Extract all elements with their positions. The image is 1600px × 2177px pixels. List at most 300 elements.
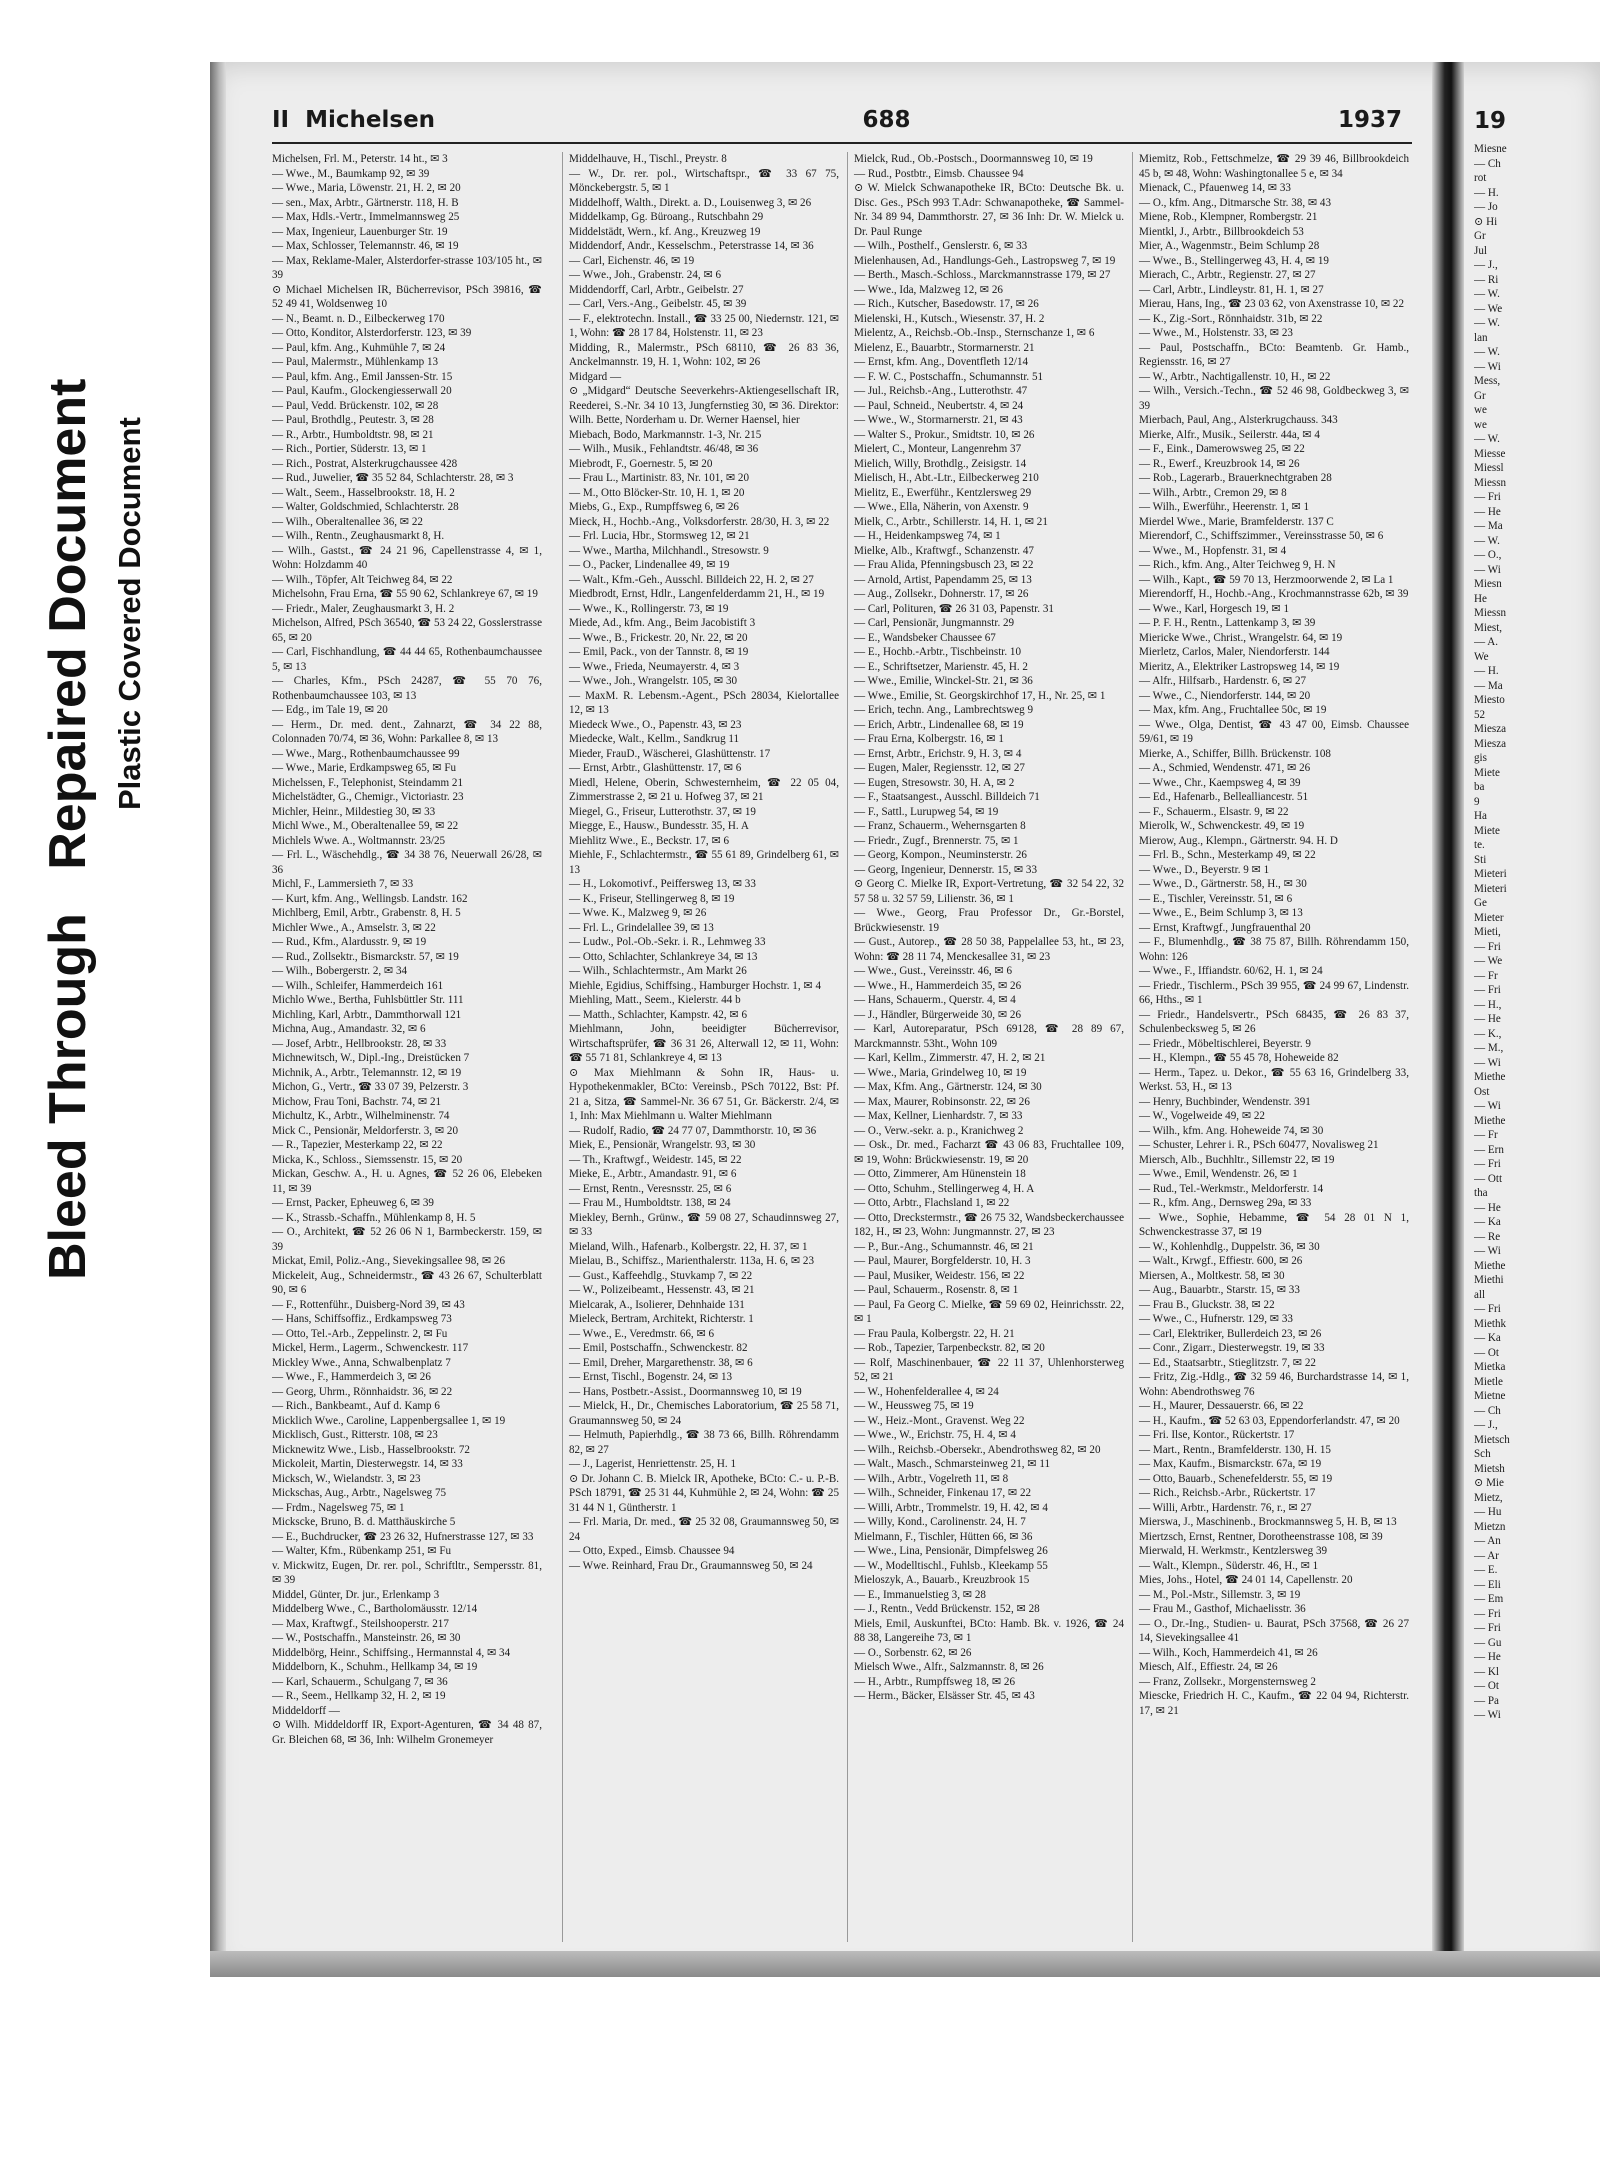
directory-entry: Michlels Wwe. A., Woltmannstr. 23/25 (272, 834, 446, 847)
directory-entry: Mieleck, Bertram, Architekt, Richterstr. 1 (569, 1313, 754, 1325)
next-page-entry: — He (1474, 505, 1501, 518)
directory-entry: — Friedr., Zugf., Brennerstr. 75, ✉ 1 (854, 834, 1019, 847)
directory-entry: — W., Postschaffn., Mansteinstr. 26, ✉ 30 (272, 1632, 461, 1644)
next-page-entry: — Jo (1474, 201, 1498, 213)
next-page-entry: Jul (1474, 244, 1487, 257)
directory-entry: Mierke, A., Schiffer, Billh. Brückenstr. 108 (1139, 747, 1331, 760)
directory-entry: — E., Buchdrucker, ☎ 23 26 32, Hufnerstrasse 127, ✉ 33 (272, 1530, 534, 1543)
next-page-entry: Ha (1474, 810, 1487, 822)
directory-entry: — Eugen, Maler, Regiensstr. 12, ✉ 27 (854, 762, 1025, 774)
directory-entry: — F., Eink., Damerowsweg 25, ✉ 22 (1139, 443, 1305, 455)
directory-entry: — Emil, Dreher, Margarethenstr. 38, ✉ 6 (569, 1356, 753, 1369)
next-page-entry: Miesza (1474, 737, 1507, 750)
directory-entry: — Aug., Bauarbtr., Starstr. 15, ✉ 33 (1139, 1284, 1300, 1296)
next-page-entry: — Wi (1474, 1100, 1501, 1112)
next-page-entry: we (1474, 404, 1487, 416)
directory-entry: Miersen, A., Moltkestr. 58, ✉ 30 (1139, 1269, 1285, 1282)
directory-entry: Middelbörg, Heinr., Schiffsing., Hermannstal 4, ✉ 34 (272, 1646, 511, 1659)
directory-entry: — Wwe., Emilie, St. Georgskirchhof 17, H., Nr. 25, ✉ 1 (854, 689, 1106, 702)
directory-entry: — Paul, Kaufm., Glockengiesserwall 20 (272, 385, 452, 397)
directory-entry: — Wwe., E., Beim Schlump 3, ✉ 13 (1139, 907, 1303, 919)
directory-entry: — F., Sattl., Lurupweg 54, ✉ 19 (854, 805, 999, 818)
directory-entry: Mierwald, H. Werkmstr., Kentzlersweg 39 (1139, 1545, 1328, 1557)
directory-entry: — Wwe., F., Iffiandstr. 60/62, H. 1, ✉ 24 (1139, 965, 1323, 977)
directory-entry: — Erich, Arbtr., Lindenallee 68, ✉ 19 (854, 718, 1024, 731)
directory-entry: — Wilh., Töpfer, Alt Teichweg 84, ✉ 22 (272, 573, 453, 586)
directory-entry: — Max, Kaufm., Bismarckstr. 67a, ✉ 19 (1139, 1458, 1322, 1470)
directory-entry: Michelsen, Frl. M., Peterstr. 14 ht., ✉ 3 (272, 153, 448, 165)
directory-entry: Miehle, F., Schlachtermstr., ☎ 55 61 89, Grindelberg 61, ✉ 13 (569, 849, 839, 876)
year: 1937 (1337, 107, 1402, 133)
page-binding-edge (210, 62, 226, 1977)
directory-entry: Miebach, Bodo, Markmannstr. 1-3, Nr. 215 (569, 428, 762, 441)
next-page-entry: — Ot (1474, 1346, 1499, 1359)
directory-entry: — Walt., Seem., Hasselbrookstr. 18, H. 2 (272, 486, 455, 499)
bleed-through-label (38, 379, 98, 1280)
directory-entry: Michon, G., Vertr., ☎ 33 07 39, Pelzerstr. 3 (272, 1081, 469, 1093)
directory-entry: Mielsch Wwe., Alfr., Salzmannstr. 8, ✉ 26 (854, 1661, 1044, 1673)
directory-entry: — Erich, techn. Ang., Lambrechtsweg 9 (854, 704, 1033, 716)
next-page-entry: Mietzn (1474, 1520, 1506, 1533)
directory-entry: — sen., Max, Arbtr., Gärtnerstr. 118, H. B (272, 196, 459, 209)
next-page-entry: Miesn (1474, 578, 1502, 590)
next-page-entry: te. (1474, 839, 1485, 851)
directory-entry: — Mart., Rentn., Bramfelderstr. 130, H. 15 (1139, 1443, 1331, 1456)
directory-entry: — Hans, Schiffsoffiz., Erdkampsweg 73 (272, 1313, 452, 1325)
next-page-entry: — H. (1474, 186, 1499, 199)
directory-entry: — Wilh., kfm. Ang. Hoheweide 74, ✉ 30 (1139, 1124, 1324, 1137)
directory-entry: Michelssen, F., Telephonist, Steindamm 21 (272, 776, 464, 789)
next-page-entry: — Wi (1474, 1245, 1501, 1257)
directory-entry: — Willy, Kond., Carolinenstr. 24, H. 7 (854, 1516, 1026, 1528)
next-page-entry: — He (1474, 1651, 1501, 1663)
plastic-covered-text: Plastic Covered Document (112, 417, 147, 810)
next-page-entry: — We (1474, 955, 1503, 967)
directory-entry: — Helmuth, Papierhdlg., ☎ 38 73 66, Billh. Röhrendamm 82, ✉ 27 (569, 1429, 839, 1456)
directory-entry: — Wilh., Bobergerstr. 2, ✉ 34 (272, 965, 408, 977)
next-page-entry: — W. (1474, 317, 1500, 329)
directory-entry: Mierendorff, H., Hochb.-Ang., Krochmannstrasse 62b, ✉ 39 (1139, 588, 1409, 600)
directory-entry: — H., Klempn., ☎ 55 45 78, Hoheweide 82 (1139, 1052, 1339, 1064)
next-page-entry: Mieteri (1474, 868, 1507, 880)
next-page-entry: — Re (1474, 1230, 1501, 1243)
directory-entry: — E., Schriftsetzer, Marienstr. 45, H. 2 (854, 660, 1028, 673)
directory-entry: — Paul, Brothdlg., Peutestr. 3, ✉ 28 (272, 414, 434, 426)
directory-entry: — F., elektrotechn. Install., ☎ 33 25 00, Niedernstr. 121, ✉ 1, Wohn: ☎ 28 17 84, Holstenstr. 11, ✉ 23 (569, 312, 839, 339)
directory-entry: — J., Rentn., Vedd Brückenstr. 152, ✉ 28 (854, 1603, 1040, 1615)
directory-entry: — F., Schauerm., Elsastr. 9, ✉ 22 (1139, 805, 1289, 818)
directory-entry: — Frl. Lucia, Hbr., Stormsweg 12, ✉ 21 (569, 530, 750, 542)
directory-entry: — Carl, Polituren, ☎ 26 31 03, Papenstr. 31 (854, 602, 1054, 615)
directory-entry: — Otto, Konditor, Alsterdorferstr. 123, ✉ 39 (272, 327, 472, 339)
directory-entry: — Wwe., M., Holstenstr. 33, ✉ 23 (1139, 327, 1293, 339)
directory-entry: — H., Heidenkampsweg 74, ✉ 1 (854, 530, 1001, 542)
directory-entry: Mielenz, E., Bauarbtr., Stormarnerstr. 21 (854, 341, 1035, 354)
directory-entry: — K., Zig.-Sort., Rönnhaidstr. 31b, ✉ 22 (1139, 312, 1323, 325)
directory-entry: — Max, Kellner, Lienhardstr. 7, ✉ 33 (854, 1110, 1023, 1122)
directory-entry: Mierach, C., Arbtr., Regienstr. 27, ✉ 27 (1139, 269, 1316, 281)
directory-entry: — Wilh., Ewerführ., Heerenstr. 1, ✉ 1 (1139, 501, 1310, 513)
directory-entry: Michler Wwe., A., Amselstr. 3, ✉ 22 (272, 921, 436, 934)
directory-entry: — Rudolf, Radio, ☎ 24 77 07, Dammthorstr. 10, ✉ 36 (569, 1124, 817, 1137)
directory-entry: — Max, Kfm. Ang., Gärtnerstr. 124, ✉ 30 (854, 1081, 1042, 1093)
directory-entry: Middendorf, Andr., Kesselschm., Peterstrasse 14, ✉ 36 (569, 240, 814, 252)
directory-entry: Midding, R., Malermstr., PSch 68110, ☎ 26 83 36, Anckelmannstr. 19, H. 1, Wohn: 102, ✉ 26 (569, 341, 839, 368)
next-page-entry: — Fri (1474, 940, 1501, 953)
next-page-entry: — Gu (1474, 1636, 1502, 1649)
column-2 (562, 152, 839, 1942)
directory-entry: Micklich Wwe., Caroline, Lappenbergsallee 1, ✉ 19 (272, 1414, 506, 1427)
scanned-page (210, 62, 1600, 1977)
directory-entry: — Otto, Schuhm., Stellingerweg 4, H. A (854, 1182, 1035, 1195)
directory-entry: ⊙ Michael Michelsen IR, Bücherrevisor, PSch 39816, ☎ 52 49 41, Woldsenweg 10 (272, 283, 542, 310)
directory-entry: — Rich., Reichsb.-Arbr., Rückertstr. 17 (1139, 1487, 1316, 1499)
column-3 (847, 152, 1124, 1942)
directory-entry: — Wwe., Marg., Rothenbaumchaussee 99 (272, 747, 460, 760)
directory-entry: — Wwe., C., Niendorferstr. 144, ✉ 20 (1139, 689, 1311, 702)
directory-entry: — O., Verw.-sekr. a. p., Kranichweg 2 (854, 1124, 1024, 1137)
directory-entry: — Wwe., Frieda, Neumayerstr. 4, ✉ 3 (569, 660, 740, 673)
directory-entry: — Friedr., Möbeltischlerei, Beyerstr. 9 (1139, 1037, 1311, 1050)
next-page-entry: — Fri (1474, 1622, 1501, 1634)
directory-entry: Mielenhausen, Ad., Handlungs-Geh., Lastropsweg 7, ✉ 19 (854, 254, 1116, 267)
directory-entry: — Wwe., Marie, Erdkampsweg 65, ✉ Fu (272, 762, 457, 774)
directory-entry: — H., Arbtr., Rumpffsweg 18, ✉ 26 (854, 1675, 1016, 1688)
directory-entry: — Otto, Bauarb., Schenefelderstr. 55, ✉ 19 (1139, 1472, 1333, 1485)
directory-entry: — K., Friseur, Stellingerweg 8, ✉ 19 (569, 892, 735, 905)
directory-entry: — Wwe., B., Frickestr. 20, Nr. 22, ✉ 20 (569, 631, 748, 644)
directory-entry: — Willi, Arbtr., Hardenstr. 76, r., ✉ 27 (1139, 1501, 1312, 1514)
directory-entry: — Rich., Portier, Süderstr. 13, ✉ 1 (272, 443, 427, 455)
directory-entry: — R., Tapezier, Mesterkamp 22, ✉ 22 (272, 1139, 443, 1151)
directory-entry: — Herm., Tapez. u. Dekor., ☎ 55 63 16, Grindelberg 33, Werkst. 53, H., ✉ 13 (1139, 1066, 1409, 1093)
next-page-entry: 52 (1474, 708, 1486, 721)
directory-entry: — Paul, kfm. Ang., Kuhmühle 7, ✉ 24 (272, 341, 446, 354)
directory-entry: Mickscke, Bruno, B. d. Matthäuskirche 5 (272, 1516, 456, 1528)
directory-entry: — Wilh., Rentn., Zeughausmarkt 8, H. (272, 530, 445, 542)
directory-entry: Michler, Heinr., Mildestieg 30, ✉ 33 (272, 805, 436, 818)
directory-entry: — Fri. Ilse, Kontor., Rückertstr. 17 (1139, 1429, 1295, 1441)
directory-entry: — Rob., Tapezier, Tarpenbeckstr. 82, ✉ 20 (854, 1342, 1045, 1354)
directory-entry: v. Mickwitz, Eugen, Dr. rer. pol., Schriftltr., Sempersstr. 81, ✉ 39 (272, 1559, 542, 1586)
next-page-entry: gis (1474, 752, 1487, 764)
directory-entry: Mierau, Hans, Ing., ☎ 23 03 62, von Axenstrasse 10, ✉ 22 (1139, 298, 1404, 310)
directory-entry: — Wwe., Joh., Grabenstr. 24, ✉ 6 (569, 269, 722, 281)
directory-entry: — Otto, Schlachter, Schlankreye 34, ✉ 13 (569, 950, 758, 963)
next-page-entry: — Fri (1474, 984, 1501, 996)
directory-entry: — Max, Reklame-Maler, Alsterdorfer-strasse 103/105 ht., ✉ 39 (272, 254, 542, 281)
directory-entry: — Walt., Klempn., Süderstr. 46, H., ✉ 1 (1139, 1559, 1319, 1572)
next-page-entry: — H., (1474, 998, 1502, 1011)
directory-entry: — Wilh., Oberaltenallee 36, ✉ 22 (272, 515, 423, 528)
directory-entry: — Wilh., Versich.-Techn., ☎ 52 46 98, Goldbeckweg 3, ✉ 39 (1139, 385, 1409, 412)
next-page-entry: — M., (1474, 1042, 1504, 1054)
next-page-entry: — Hu (1474, 1506, 1502, 1518)
directory-entry: Michl Wwe., M., Oberaltenallee 59, ✉ 22 (272, 820, 459, 832)
directory-entry: Michnik, A., Arbtr., Telemannstr. 12, ✉ 19 (272, 1066, 462, 1079)
directory-entry: — W., Modelltischl., Fuhlsb., Kleekamp 55 (854, 1559, 1048, 1572)
directory-entry: — Karl, Autoreparatur, PSch 69128, ☎ 28 89 67, Marckmannstr. 53ht., Wohn 109 (854, 1023, 1124, 1050)
directory-entry: — Paul, Fa Georg C. Mielke, ☎ 59 69 02, Heinrichsstr. 22, ✉ 1 (854, 1298, 1124, 1325)
directory-entry: — Frl. L., Wäschehdlg., ☎ 34 38 76, Neuerwall 26/28, ✉ 36 (272, 849, 542, 876)
next-page-entry: — Ch (1474, 157, 1501, 170)
next-page-entry: — Ot (1474, 1680, 1499, 1692)
directory-entry: Miede, Ad., kfm. Ang., Beim Jacobistift 3 (569, 617, 756, 629)
directory-entry: — Frau Paula, Kolbergstr. 22, H. 21 (854, 1327, 1015, 1340)
directory-entry: — Emil, Postschaffn., Schwenckestr. 82 (569, 1342, 748, 1354)
directory-entry: Mielcarak, A., Isolierer, Dehnhaide 131 (569, 1298, 745, 1311)
directory-entry: Miehling, Matt., Seem., Kielerstr. 44 b (569, 994, 741, 1006)
directory-entry: — Wwe., Emil, Wendenstr. 26, ✉ 1 (1139, 1168, 1298, 1180)
directory-entry: — Wwe., Martha, Milchhandl., Stresowstr. 9 (569, 544, 769, 557)
directory-entry: — Wilh., Koch, Hammerdeich 41, ✉ 26 (1139, 1646, 1318, 1659)
directory-entry: — Wwe., Maria, Grindelweg 10, ✉ 19 (854, 1066, 1027, 1079)
next-page-entry: — W. (1474, 346, 1500, 358)
next-page-entries (1474, 142, 1594, 1723)
directory-entry: Midgard — (569, 370, 622, 383)
directory-entry: — A., Schmied, Wendenstr. 471, ✉ 26 (1139, 762, 1311, 774)
next-page-entry: ⊙ Mie (1474, 1477, 1504, 1489)
plastic-covered-label (112, 417, 148, 810)
directory-entry: Miericke Wwe., Christ., Wrangelstr. 64, ✉ 19 (1139, 631, 1343, 644)
directory-entry: Miersch, Alb., Buchhltr., Sillemstr 22, ✉ 19 (1139, 1153, 1335, 1166)
directory-entry: — Wilh., Musik., Fehlandtstr. 46/48, ✉ 36 (569, 443, 759, 455)
directory-entry: Mierdel Wwe., Marie, Bramfelderstr. 137 C (1139, 515, 1334, 528)
next-page-entry: — He (1474, 1013, 1501, 1025)
directory-entry: — Eugen, Stresowstr. 30, H. A, ✉ 2 (854, 776, 1015, 789)
next-page-entry: — Pa (1474, 1694, 1499, 1707)
next-page-entry: — W. (1474, 433, 1500, 445)
directory-entry: — Hans, Schauerm., Querstr. 4, ✉ 4 (854, 994, 1016, 1006)
next-page-entry: — Wi (1474, 563, 1501, 576)
directory-entry: — Ernst, Rentn., Veresnsstr. 25, ✉ 6 (569, 1182, 732, 1195)
directory-entry: — Max, Hdls.-Vertr., Immelmannsweg 25 (272, 211, 460, 223)
page-header (272, 100, 1402, 140)
next-page-entry: Miete (1474, 766, 1500, 779)
directory-entry: — Frau M., Humboldtstr. 138, ✉ 24 (569, 1197, 731, 1209)
directory-entry: Mies, Johs., Hotel, ☎ 24 01 14, Capellenstr. 20 (1139, 1574, 1353, 1586)
directory-entry: — Walter, Goldschmied, Schlachterstr. 28 (272, 501, 459, 513)
directory-entry: — Franz, Zollsekr., Morgensternsweg 2 (1139, 1675, 1316, 1688)
directory-entry: — H., Maurer, Dessauerstr. 66, ✉ 22 (1139, 1400, 1304, 1412)
next-page-entry: — Ch (1474, 1404, 1501, 1417)
directory-entry: — Frau M., Gasthof, Michaelisstr. 36 (1139, 1603, 1306, 1615)
directory-entry: — Wilh., Gastst., ☎ 24 21 96, Capellenstrasse 4, ✉ 1, Wohn: Holzdamm 40 (272, 544, 542, 571)
section-number: II (272, 107, 290, 133)
next-page-entry: — Ott (1474, 1172, 1503, 1185)
directory-entry: — Wwe., W., Erichstr. 75, H. 4, ✉ 4 (854, 1429, 1016, 1441)
next-page-entry: — Eli (1474, 1578, 1501, 1591)
next-page-entry: ⊙ Hi (1474, 215, 1498, 228)
directory-entry: Middel, Günter, Dr. jur., Erlenkamp 3 (272, 1588, 440, 1601)
directory-entry: — Carl, Fischhandlung, ☎ 44 44 65, Rothenbaumchaussee 5, ✉ 13 (272, 646, 542, 673)
next-page-entry: — Fri (1474, 1303, 1501, 1315)
directory-entry: — Fritz, Zig.-Hdlg., ☎ 32 59 46, Burchardstrasse 14, ✉ 1, Wohn: Abendrothsweg 76 (1139, 1371, 1409, 1398)
directory-entry: — Wwe., F., Hammerdeich 3, ✉ 26 (272, 1371, 431, 1383)
directory-entry: Mielk, C., Arbtr., Schillerstr. 14, H. 1, ✉ 21 (854, 515, 1048, 528)
next-page-entry: — Ern (1474, 1143, 1504, 1156)
column-1 (272, 152, 542, 1942)
directory-entry: Mientkl, J., Arbtr., Billbrookdeich 53 (1139, 225, 1304, 238)
directory-entry: Michow, Frau Toni, Bachstr. 74, ✉ 21 (272, 1095, 442, 1108)
directory-entry: — Gust., Autorep., ☎ 28 50 38, Pappelallee 53, ht., ✉ 23, Wohn: ☎ 28 11 74, Menckesallee 31, ✉ 23 (854, 936, 1124, 963)
directory-entry: — Otto, Tel.-Arb., Zeppelinstr. 2, ✉ Fu (272, 1327, 448, 1340)
next-page-entry: — J., (1474, 1419, 1498, 1431)
directory-entry: — Matth., Schlachter, Kampstr. 42, ✉ 6 (569, 1008, 748, 1021)
directory-entry: — Frdm., Nagelsweg 75, ✉ 1 (272, 1501, 405, 1514)
directory-entry: Middeldorff — (272, 1704, 340, 1717)
next-page-entry: — Ka (1474, 1216, 1501, 1228)
directory-entry: Micka, K., Schloss., Siemssenstr. 15, ✉ 20 (272, 1153, 463, 1166)
next-page-entry: — Fr (1474, 1129, 1498, 1141)
next-page-entry: Mietz, (1474, 1491, 1503, 1504)
directory-entry: — Wilh., Schleifer, Hammerdeich 161 (272, 979, 444, 992)
directory-entry: Michlo Wwe., Bertha, Fuhlsbüttler Str. 111 (272, 994, 464, 1006)
next-page-entry: Miethi (1474, 1274, 1504, 1286)
directory-entry: ⊙ Wilh. Middeldorff IR, Export-Agenturen, ☎ 34 48 87, Gr. Bleichen 68, ✉ 36, Inh: Wilhelm Gronemeyer (272, 1719, 542, 1746)
directory-entry: — P. F. H., Rentn., Lattenkamp 3, ✉ 39 (1139, 617, 1316, 629)
next-page-entry: — Ka (1474, 1332, 1501, 1344)
directory-entry: Mickat, Emil, Poliz.-Ang., Sievekingsallee 98, ✉ 26 (272, 1255, 505, 1267)
directory-entry: — Paul, Musiker, Weidestr. 156, ✉ 22 (854, 1269, 1025, 1282)
directory-entry: ⊙ Georg C. Mielke IR, Export-Vertretung, ☎ 32 54 22, 32 57 58 u. 32 57 59, Lilienstr. 36, ✉ 1 (854, 878, 1124, 905)
directory-entry: — Ernst, Arbtr., Erichstr. 9, H. 3, ✉ 4 (854, 747, 1022, 760)
directory-entry: — Rud., Zollsektr., Bismarckstr. 57, ✉ 19 (272, 950, 459, 963)
directory-entry: — Max, kfm. Ang., Fruchtallee 50c, ✉ 19 (1139, 704, 1327, 716)
directory-entry: — R., Seem., Hellkamp 32, H. 2, ✉ 19 (272, 1690, 446, 1702)
next-page-entry: — We (1474, 302, 1503, 315)
directory-entry: — Walt., Krwgf., Effiestr. 600, ✉ 26 (1139, 1255, 1303, 1267)
directory-entry: — Henry, Buchbinder, Wendenstr. 391 (1139, 1095, 1311, 1108)
directory-entry: — Wwe., Sophie, Hebamme, ☎ 54 28 01 N 1, Schwenckestrasse 37, ✉ 19 (1139, 1211, 1409, 1238)
directory-entry: — Rolf, Maschinenbauer, ☎ 22 11 37, Uhlenhorsterweg 52, ✉ 21 (854, 1356, 1124, 1383)
next-page-entry: We (1474, 650, 1489, 663)
directory-entry: — Ernst, Kraftwgf., Jungfrauenthal 20 (1139, 921, 1311, 934)
directory-entry: — Frau B., Gluckstr. 38, ✉ 22 (1139, 1298, 1275, 1311)
next-page-entry: Miessn (1474, 607, 1507, 619)
directory-entry: — E., Immanuelstieg 3, ✉ 28 (854, 1588, 986, 1601)
directory-entry: Mielenski, H., Kutsch., Wiesenstr. 37, H. 2 (854, 312, 1045, 325)
directory-entry: — Carl, Elektriker, Bullerdeich 23, ✉ 26 (1139, 1327, 1322, 1340)
directory-entry: Mickeleit, Aug., Schneidermstr., ☎ 43 26 67, Schulterblatt 90, ✉ 6 (272, 1269, 542, 1296)
directory-entry: — O., kfm. Ang., Ditmarsche Str. 38, ✉ 43 (1139, 196, 1332, 209)
next-page-entry: Miethe (1474, 1259, 1506, 1272)
directory-entry: — Wwe., D., Beyerstr. 9 ✉ 1 (1139, 863, 1270, 876)
directory-entry: — Wilh., Kapt., ☎ 59 70 13, Herzmoorwende 2, ✉ La 1 (1139, 573, 1394, 586)
directory-entry: — Wwe. Reinhard, Frau Dr., Graumannsweg 50, ✉ 24 (569, 1559, 813, 1572)
next-page-entry: — Wi (1474, 1709, 1501, 1721)
directory-entry: — Otto, Arbtr., Flachsland 1, ✉ 22 (854, 1197, 1010, 1209)
directory-entry: — Wwe., Lina, Pensionär, Dimpfelsweg 26 (854, 1545, 1048, 1557)
next-page-entry: — Fr (1474, 969, 1498, 982)
directory-entry: — Wwe., B., Stellingerweg 43, H. 4, ✉ 19 (1139, 254, 1329, 267)
next-page-entry: Miete (1474, 824, 1500, 837)
directory-entry: — Wwe., Emilie, Winckel-Str. 21, ✉ 36 (854, 675, 1033, 687)
directory-entry: — F., Blumenhdlg., ☎ 38 75 87, Billh. Röhrendamm 150, Wohn: 126 (1139, 936, 1409, 963)
directory-entry: Miesch, Alf., Effiestr. 24, ✉ 26 (1139, 1661, 1278, 1673)
directory-entry: — Paul, Malermstr., Mühlenkamp 13 (272, 356, 439, 368)
directory-entry: Michna, Aug., Amandastr. 32, ✉ 6 (272, 1023, 426, 1035)
directory-entry: Micknewitz Wwe., Lisb., Hasselbrookstr. 72 (272, 1443, 470, 1456)
directory-entry: — Wwe., Ella, Näherin, von Axenstr. 9 (854, 501, 1029, 513)
directory-entry: — Rob., Lagerarb., Brauerknechtgraben 28 (1139, 472, 1332, 484)
directory-entry: — Wwe., Chr., Kaempsweg 4, ✉ 39 (1139, 776, 1301, 789)
directory-entry: Miehlitz Wwe., E., Beckstr. 17, ✉ 6 (569, 834, 730, 847)
directory-entry: — H., Lokomotivf., Peiffersweg 13, ✉ 33 (569, 878, 756, 890)
directory-entry: Micklisch, Gust., Ritterstr. 108, ✉ 23 (272, 1429, 438, 1441)
directory-entry: — Max, Ingenieur, Lauenburger Str. 19 (272, 225, 448, 238)
next-page-entry: Miesne (1474, 143, 1507, 155)
directory-entry: — Max, Maurer, Robinsonstr. 22, ✉ 26 (854, 1095, 1030, 1108)
directory-entry: — Rich., kfm. Ang., Alter Teichweg 9, H. N (1139, 559, 1336, 571)
directory-entry: — O., Packer, Lindenallee 49, ✉ 19 (569, 559, 730, 571)
directory-entry: Mielich, Willy, Brothdlg., Zeisigstr. 14 (854, 457, 1027, 470)
directory-entry: Mieder, FrauD., Wäscherei, Glashüttenstr. 17 (569, 747, 771, 760)
directory-entry: — Walter, Kfm., Rübenkamp 251, ✉ Fu (272, 1545, 452, 1557)
next-page-number: 19 (1474, 108, 1507, 134)
next-page-entry: Miessl (1474, 462, 1504, 474)
header-left (272, 107, 435, 133)
next-page-entry: Mieteri (1474, 882, 1507, 895)
next-page-entry: — Wi (1474, 1056, 1501, 1069)
directory-entry: — Herm., Dr. med. dent., Zahnarzt, ☎ 34 22 88, Colonnaden 70/74, ✉ 36, Wohn: Parkallee 8, ✉ 13 (272, 718, 542, 745)
directory-entry: — Friedr., Tischlerm., PSch 39 955, ☎ 24 99 67, Lindenstr. 66, Hths., ✉ 1 (1139, 979, 1409, 1006)
next-page-entry: we (1474, 418, 1487, 431)
directory-entry: Mickoleit, Martin, Diesterwegstr. 14, ✉ 33 (272, 1458, 463, 1470)
directory-entry: — Wwe., W., Stormarnerstr. 21, ✉ 43 (854, 414, 1023, 426)
next-page-entry: Sch (1474, 1448, 1491, 1460)
directory-entry: — Rich., Bankbeamt., Auf d. Kamp 6 (272, 1400, 440, 1412)
next-page-entry: Mietsh (1474, 1462, 1505, 1475)
next-page-entry: Mieter (1474, 911, 1504, 924)
directory-entry: — Wwe., Olga, Dentist, ☎ 43 47 00, Eimsb. Chaussee 59/61, ✉ 19 (1139, 718, 1409, 745)
directory-entry: — W., Arbtr., Nachtigallenstr. 10, H., ✉ 22 (1139, 370, 1331, 383)
directory-entry: — Wilh., Schlachtermstr., Am Markt 26 (569, 965, 747, 977)
directory-entry: Mielau, B., Schiffsz., Marienthalerstr. 113a, H. 6, ✉ 23 (569, 1255, 814, 1267)
directory-entry: Miehle, Egidius, Schiffsing., Hamburger Hochstr. 1, ✉ 4 (569, 979, 821, 992)
next-page-entry: — O., (1474, 549, 1502, 561)
directory-entry: Mickley Wwe., Anna, Schwalbenplatz 7 (272, 1356, 451, 1369)
directory-entry: — O., Architekt, ☎ 52 26 06 N 1, Barmbeckerstr. 159, ✉ 39 (272, 1226, 542, 1253)
directory-entry: Mieke, E., Arbtr., Amandastr. 91, ✉ 6 (569, 1168, 737, 1180)
next-page-entry: ba (1474, 781, 1485, 793)
next-page-entry: — Fri (1474, 1607, 1501, 1620)
directory-entry: — Otto, Zimmerer, Am Hünenstein 18 (854, 1168, 1026, 1180)
page-bottom-edge (210, 1951, 1600, 1977)
directory-entry: — Otto, Exped., Eimsb. Chaussee 94 (569, 1545, 735, 1557)
next-page-entry: — K., (1474, 1027, 1502, 1040)
directory-entry: — Max, Schlosser, Telemannstr. 46, ✉ 19 (272, 240, 459, 252)
directory-entry: — W., Heussweg 75, ✉ 19 (854, 1400, 974, 1412)
directory-entry: — Wwe., C., Hufnerstr. 129, ✉ 33 (1139, 1313, 1293, 1325)
next-page-entry: — H. (1474, 665, 1499, 677)
next-page-entry: — He (1474, 1201, 1501, 1214)
directory-entry: — O., Dr.-Ing., Studien- u. Baurat, PSch 37568, ☎ 26 27 14, Sievekingsallee 41 (1139, 1617, 1409, 1644)
directory-entry: — Wwe., Karl, Horgesch 19, ✉ 1 (1139, 602, 1289, 615)
directory-entry: Mielck, Rud., Ob.-Postsch., Doormannsweg 10, ✉ 19 (854, 153, 1093, 165)
directory-entry: — Paul, kfm. Ang., Emil Janssen-Str. 15 (272, 370, 453, 383)
next-page-entry: — Fri (1474, 491, 1501, 503)
directory-entry: — Georg, Kompon., Neuminsterstr. 26 (854, 849, 1027, 861)
next-page-entry: Gr (1474, 230, 1486, 242)
directory-entry: Miek, E., Pensionär, Wrangelstr. 93, ✉ 30 (569, 1139, 756, 1151)
directory-entry: — Wilh., Reichsb.-Obersekr., Abendrothsweg 82, ✉ 20 (854, 1443, 1101, 1456)
directory-entry: ⊙ Dr. Johann C. B. Mielck IR, Apotheke, BCto: C.- u. P.-B. PSch 18791, ☎ 25 31 44, Kuhmühle 2, ✉ 24, Wohn: ☎ 25 31 44 N 1, Güntherstr. 1 (569, 1472, 839, 1514)
directory-entry: — Ed., Staatsarbtr., Stieglitzstr. 7, ✉ 22 (1139, 1356, 1316, 1369)
next-page-entry: Miethe (1474, 1114, 1506, 1127)
header-rule (272, 142, 1412, 144)
directory-entry: Miemitz, Rob., Fettschmelze, ☎ 29 39 46, Billbrookdeich 45 b, ✉ 48, Wohn: Washingtonallee 5 e, ✉ 34 (1139, 153, 1409, 180)
